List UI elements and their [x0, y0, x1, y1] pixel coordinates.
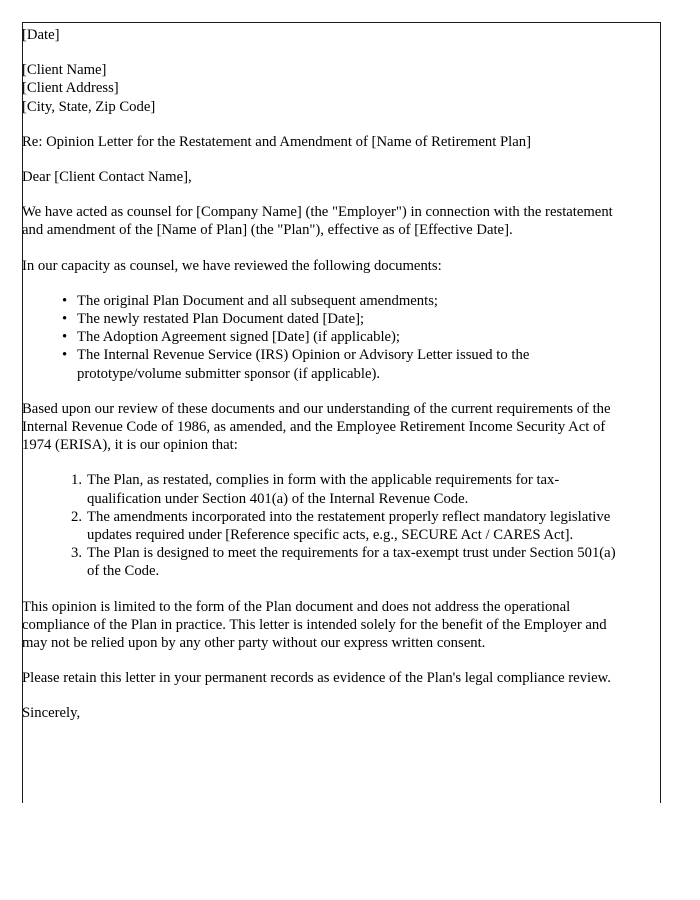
recipient-address-block: [22, 61, 618, 116]
list-item: • The newly restated Plan Document dated [Date];: [22, 310, 618, 328]
list-item: The Plan is designed to meet the requirements for a tax-exempt trust under Section 501(a) of the Code.: [87, 545, 616, 580]
salutation: Dear [Client Contact Name],: [22, 169, 192, 186]
list-item: The amendments incorporated into the restatement properly reflect mandatory legislative updates required under [Reference specific acts, e.g., SECURE Act / CARES Act].: [87, 508, 611, 544]
subject-line: Re: Opinion Letter for the Restatement and Amendment of [Name of Retirement Plan]: [22, 133, 532, 150]
closing-salutation: Sincerely,: [22, 705, 81, 722]
intro-paragraph: We have acted as counsel for [Company Name] (the "Employer") in connection with the restatement and amendment of the [Name of Plan] (the "Plan"), effective as of [Effective Date].: [22, 204, 613, 239]
recipient-name: [Client Name]: [22, 62, 107, 79]
list-item: • The Internal Revenue Service (IRS) Opinion or Advisory Letter issued to the prototype/volume submitter sponsor (if applicable).: [22, 346, 618, 382]
reviewed-documents-list: [22, 292, 618, 383]
recipient-city-state-zip: [City, State, Zip Code]: [22, 98, 156, 115]
limitation-paragraph: This opinion is limited to the form of the Plan document and does not address the operational compliance of the Plan in practice. This letter is intended solely for the benefit of the Employer and may not be relied upon by any other party without our express written consent.: [22, 598, 607, 652]
recipient-address: [Client Address]: [22, 80, 119, 97]
retention-paragraph: Please retain this letter in your permanent records as evidence of the Plan's legal compliance review.: [22, 670, 611, 687]
opinion-lead-in: Based upon our review of these documents and our understanding of the current requirements of the Internal Revenue Code of 1986, as amended, and the Employee Retirement Income Security Act of 1974 (ERISA), it is our opinion that:: [22, 400, 611, 454]
list-item: • The Adoption Agreement signed [Date] (if applicable);: [22, 328, 618, 346]
review-lead-in: In our capacity as counsel, we have reviewed the following documents:: [22, 257, 442, 274]
letter-date: [Date]: [22, 27, 60, 43]
list-item: The Plan, as restated, complies in form with the applicable requirements for tax-qualification under Section 401(a) of the Internal Revenue Code.: [87, 472, 560, 507]
letter-body: [22, 26, 618, 740]
opinions-list: [22, 471, 618, 580]
list-item: • The original Plan Document and all subsequent amendments;: [22, 292, 618, 310]
